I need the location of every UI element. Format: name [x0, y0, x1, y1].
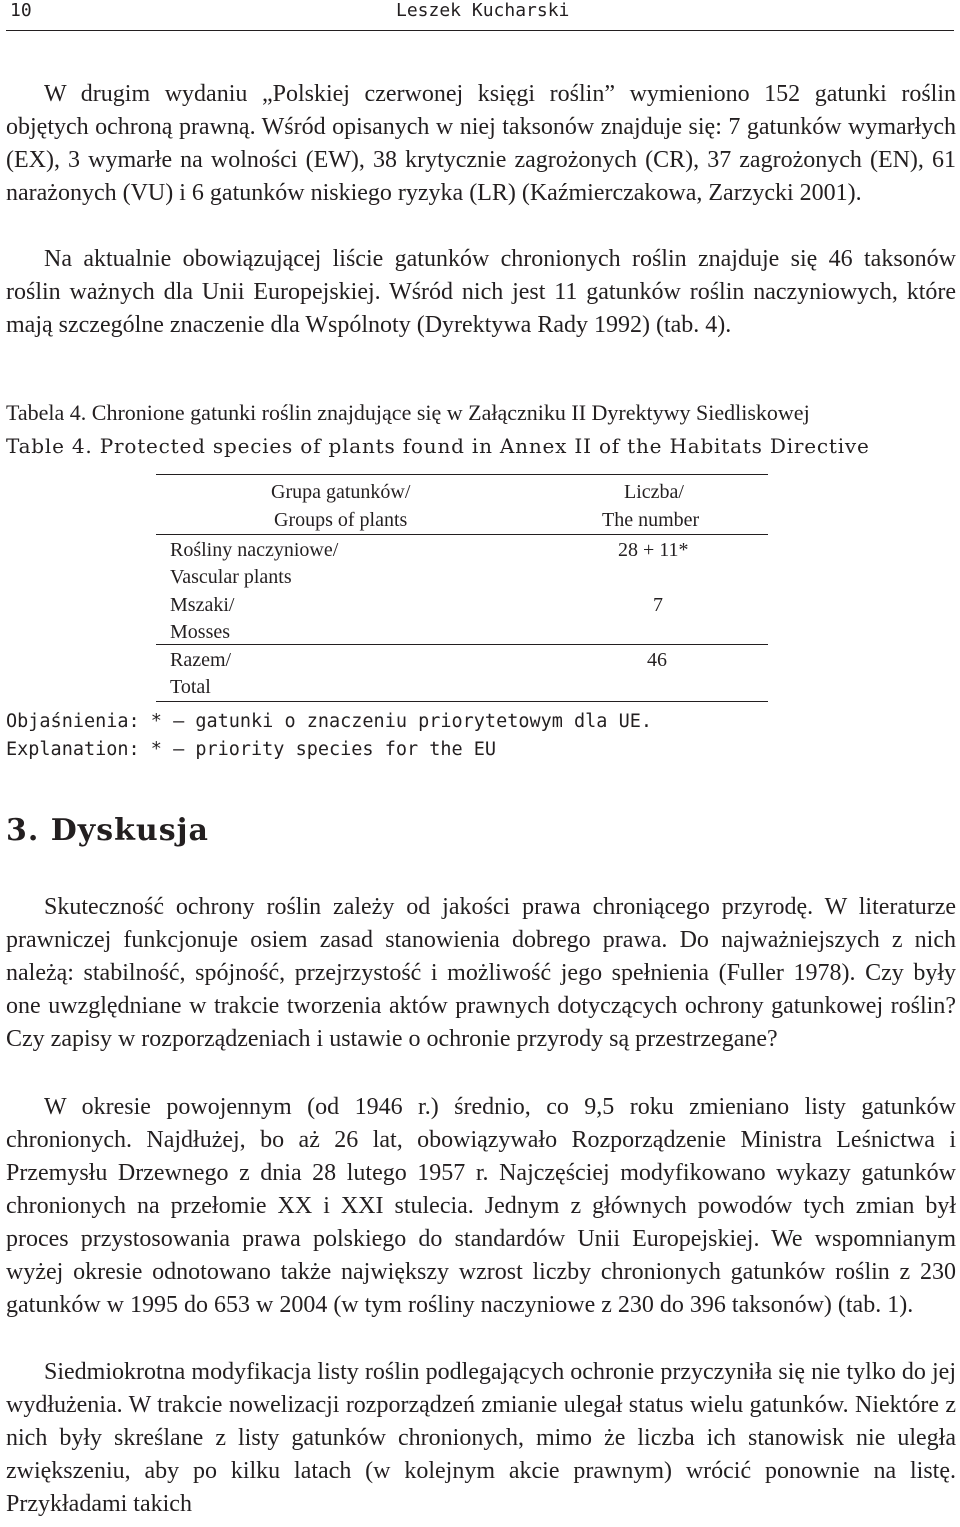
discussion-paragraph-3: Siedmiokrotna modyfikacja listy roślin podlegających ochronie przyczyniła się nie tylko do jej wydłużenia. W trakcie nowelizacji rozporządzeń zmianie ulegał status wielu gatunków. Niektóre z nich były skreślane z listy gatunków chronionych, mimo że liczba ich stanowisk nie uległa zwiększeniu, aby po kilku latach (w kolejnym akcie prawnym) wrócić ponownie na listę. Przykładami takich	[6, 1359, 956, 1517]
row-total-label-pl: Razem/	[170, 649, 232, 671]
running-header	[6, 0, 954, 31]
row-vascular-label-en: Vascular plants	[170, 566, 292, 588]
intro-paragraph-2: Na aktualnie obowiązującej liście gatunków chronionych roślin znajduje się 46 taksonów roślin ważnych dla Unii Europejskiej. Wśród nich jest 11 gatunków roślin naczyniowych, które mają szczególne znaczenie dla Wspólnoty (Dyrektywa Rady 1992) (tab. 4).	[6, 246, 956, 338]
row-vascular-label-pl: Rośliny naczyniowe/	[170, 539, 339, 561]
table-caption-pl: Tabela 4. Chronione gatunki roślin znajdujące się w Załączniku II Dyrektywy Siedliskowej	[6, 400, 810, 425]
header-number-en: The number	[602, 509, 700, 531]
row-total-label-en: Total	[170, 676, 211, 698]
table-note-pl: Objaśnienia: * – gatunki o znaczeniu priorytetowym dla UE.	[6, 711, 653, 732]
intro-paragraph-1: W drugim wydaniu „Polskiej czerwonej księgi roślin” wymieniono 152 gatunki roślin objętych ochroną prawną. Wśród opisanych w niej taksonów znajduje się: 7 gatunków wymarłych (EX), 3 wymarłe na wolności (EW), 38 krytycznie zagrożonych (CR), 37 zagrożonych (EN), 61 narażonych (VU) i 6 gatunków niskiego ryzyka (LR) (Kaźmierczakowa, Zarzycki 2001).	[6, 81, 956, 206]
table-header-rule	[156, 534, 768, 535]
header-group-en: Groups of plants	[274, 509, 408, 531]
row-total-value: 46	[647, 649, 667, 671]
table-note-en: Explanation: * – priority species for the EU	[6, 739, 497, 760]
discussion-paragraph-2: W okresie powojennym (od 1946 r.) średnio, co 9,5 roku zmieniano listy gatunków chronionych. Najdłużej, bo aż 26 lat, obowiązywało Rozporządzenie Ministra Leśnictwa i Przemysłu Drzewnego z dnia 28 lutego 1957 r. Najczęściej modyfikowano wykazy gatunków chronionych na przełomie XX i XXI stulecia. Jednym z głównych powodów tych zmian był proces przystosowania prawa polskiego do standardów Unii Europejskiej. We wspomnianym wyżej okresie odnotowano także największy wzrost liczby chronionych gatunków roślin z 230 gatunków w 1995 do 653 w 2004 (w tym rośliny naczyniowe z 230 do 396 taksonów) (tab. 1).	[6, 1094, 956, 1318]
discussion-paragraph-1: Skuteczność ochrony roślin zależy od jakości prawa chroniącego przyrodę. W literaturze prawniczej funkcjonuje osiem zasad stanowienia dobrego prawa. Do najważniejszych z nich należą: stabilność, spójność, przejrzystość i możliwość jego spełnienia (Fuller 1978). Czy były one uwzględniane w trakcie tworzenia aktów prawnych dotyczących ochrony gatunkowej roślin? Czy zapisy w rozporządzeniach i ustawie o ochronie przyrody są przestrzegane?	[6, 894, 956, 1052]
author-running-head: Leszek Kucharski	[396, 0, 570, 21]
section-heading: 3. Dyskusja	[6, 813, 209, 848]
table-total-rule	[156, 644, 768, 645]
row-mosses-label-en: Mosses	[170, 621, 231, 643]
header-group-pl: Grupa gatunków/	[271, 481, 411, 503]
table-bottom-rule	[156, 701, 768, 702]
row-mosses-label-pl: Mszaki/	[170, 594, 235, 616]
species-table	[156, 474, 768, 704]
page-number: 10	[10, 0, 32, 21]
table-caption-en: Table 4. Protected species of plants found in Annex II of the Habitats Directive	[6, 434, 870, 458]
table-top-rule	[156, 474, 768, 475]
row-mosses-value: 7	[653, 594, 663, 616]
row-vascular-value: 28 + 11*	[618, 539, 689, 561]
header-number-pl: Liczba/	[624, 481, 684, 503]
